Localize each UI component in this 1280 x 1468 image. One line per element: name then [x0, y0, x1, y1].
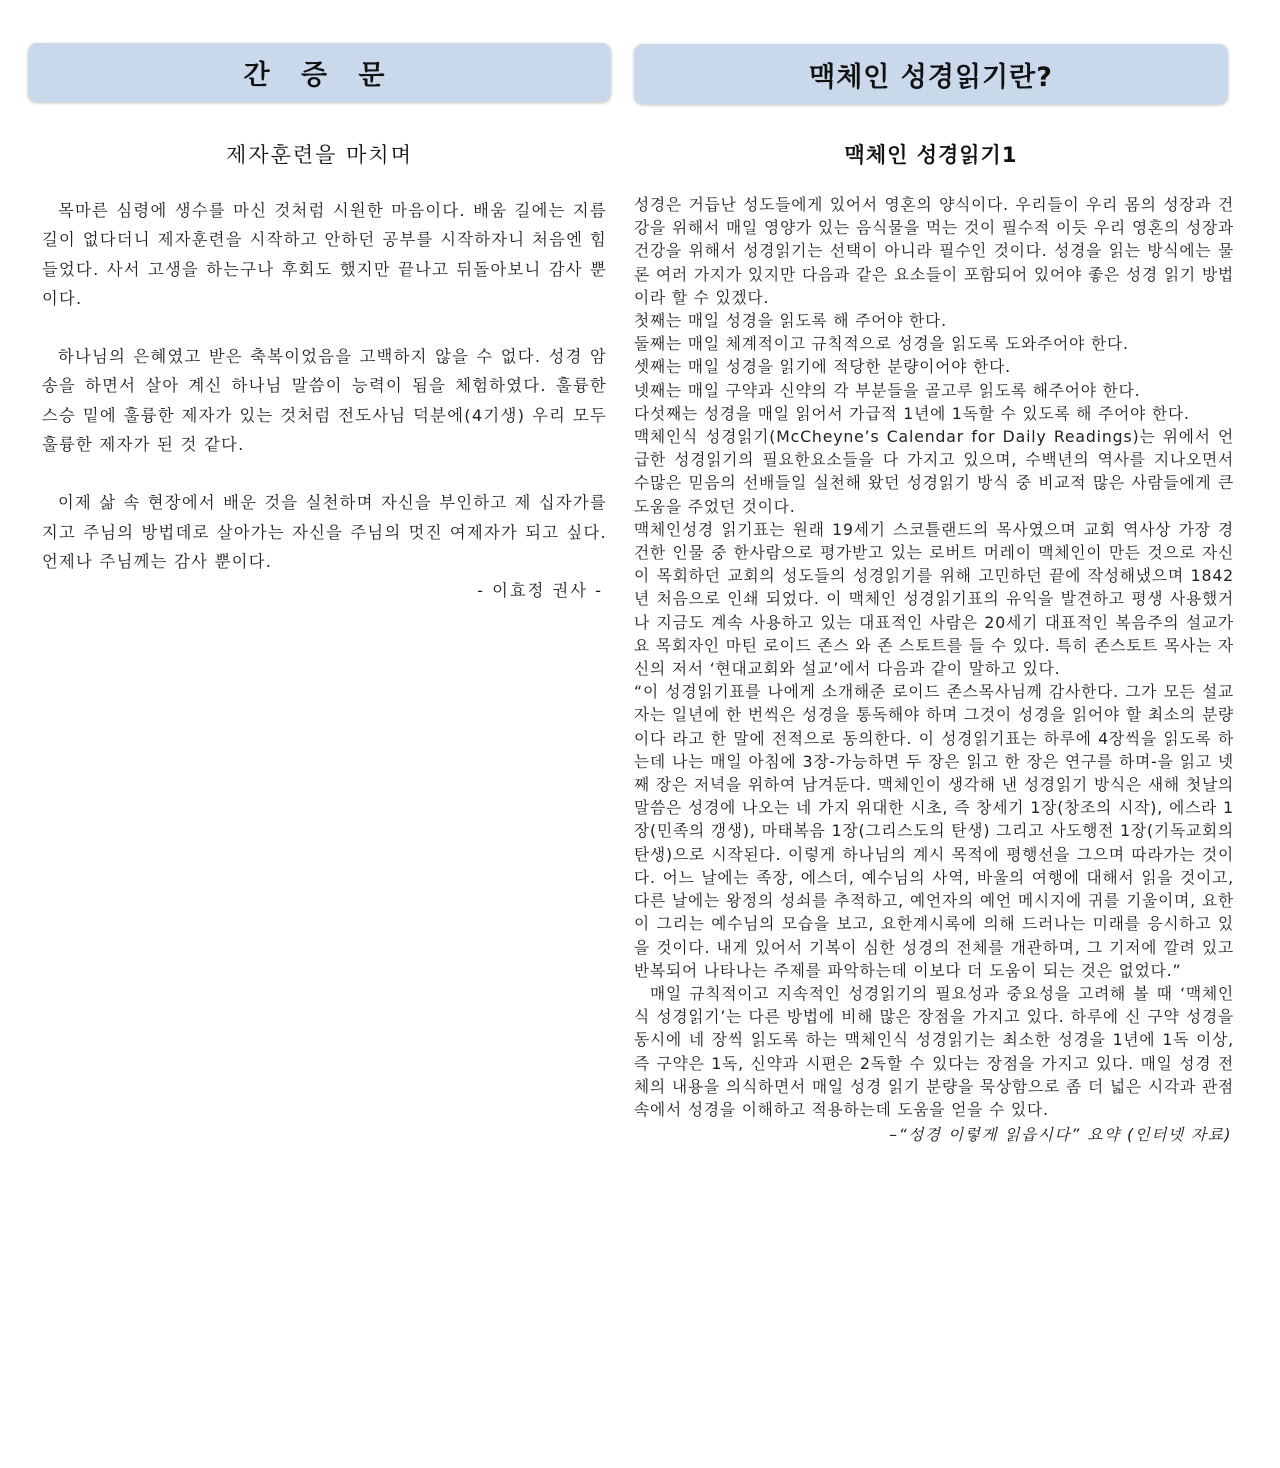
testimony-banner	[28, 43, 611, 102]
mccheyne-paragraph: 성경은 거듭난 성도들에게 있어서 영혼의 양식이다. 우리들이 우리 몸의 성장과 건강을 위해서 매일 영양가 있는 음식물을 먹는 것이 필수적 이듯 우리 영혼의 성장과 건강을 위해서 성경읽기는 선택이 아니라 필수인 것이다. 성경을 읽는 방식에는 물론 여러 가지가 있지만 다음과 같은 요소들이 포함되어 있어야 좋은 성경 읽기 방법이라 할 수 있겠다.	[634, 195, 1234, 307]
mccheyne-paragraph: 맥체인성경 읽기표는 원래 19세기 스코틀랜드의 목사였으며 교회 역사상 가장 경건한 인물 중 한사람으로 평가받고 있는 로버트 머레이 맥체인이 만든 것으로 자신이 목회하던 교회의 성도들의 성경읽기를 위해 고민하던 끝에 작성해냈으며 1842년 처음으로 인쇄 되었다. 이 맥체인 성경읽기표의 유익을 발견하고 평생 사용했거나 지금도 계속 사용하고 있는 대표적인 사람은 20세기 대표적인 복음주의 설교가요 목회자인 마틴 로이드 존스 와 존 스토트를 들 수 있다. 특히 존스토트 목사는 자신의 저서 ‘현대교회와 설교’에서 다음과 같이 말하고 있다.	[634, 519, 1234, 679]
mccheyne-quote: “이 성경읽기표를 나에게 소개해준 로이드 존스목사님께 감사한다. 그가 모든 설교자는 일년에 한 번씩은 성경을 통독해야 하며 그것이 성경을 읽어야 할 최소의 분량이다 라고 한 말에 전적으로 동의한다. 이 성경읽기표는 하루에 4장씩을 읽도록 하는데 나는 매일 아침에 3장-가능하면 두 장은 읽고 한 장은 연구를 하며-을 읽고 넷째 장은 저녁을 위하여 남겨둔다. 맥체인이 생각해 낸 성경읽기 방식은 새해 첫날의 말씀은 성경에 나오는 네 가지 위대한 시초, 즉 창세기 1장(창조의 시작), 에스라 1장(민족의 갱생), 마태복음 1장(그리스도의 탄생) 그리고 사도행전 1장(기독교회의 탄생)으로 시작된다. 이렇게 하나님의 계시 목적에 평행선을 그으며 따라가는 것이다. 어느 날에는 족장, 에스더, 예수님의 사역, 바울의 여행에 대해서 읽을 것이고, 다른 날에는 왕정의 성쇠를 추적하고, 예언자의 예언 메시지에 귀를 기울이며, 요한이 그리는 예수님의 모습을 보고, 요한계시록에 의해 드러나는 미래를 응시하고 있을 것이다. 내게 있어서 기복이 심한 성경의 전체를 개관하며, 그 기저에 깔려 있고 반복되어 나타나는 주제를 파악하는데 이보다 더 도움이 되는 것은 없었다.”	[634, 682, 1234, 980]
testimony-body	[42, 196, 607, 606]
mccheyne-subtitle: 맥체인 성경읽기1	[844, 143, 1018, 167]
testimony-signature: - 이효정 권사 -	[477, 581, 603, 601]
mccheyne-list-item: 둘째는 매일 체계적이고 규칙적으로 성경을 읽도록 도와주어야 한다.	[634, 334, 1129, 354]
mccheyne-paragraph: 맥체인식 성경읽기(McCheyne’s Calendar for Daily Readings)는 위에서 언급한 성경읽기의 필요한요소들을 다 가지고 있으며, 수백년의 역사를 지나오면서 수많은 믿음의 선배들일 실천해 왔던 성경읽기 방식 중 비교적 많은 사람들에게 큰 도움을 주었던 것이다.	[634, 427, 1234, 516]
testimony-paragraph: 목마른 심령에 생수를 마신 것처럼 시원한 마음이다. 배움 길에는 지름길이 없다더니 제자훈련을 시작하고 안하던 공부를 시작하자니 처음엔 힘들었다. 사서 고생을 하는구나 후회도 했지만 끝나고 뒤돌아보니 감사 뿐이다.	[42, 201, 607, 308]
mccheyne-banner-title: 맥체인 성경읽기란?	[809, 61, 1053, 93]
testimony-paragraph: 이제 삶 속 현장에서 배운 것을 실천하며 자신을 부인하고 제 십자가를 지고 주님의 방법데로 살아가는 자신을 주님의 멋진 여제자가 되고 싶다. 언제나 주님께는 감사 뿐이다.	[42, 493, 607, 571]
mccheyne-paragraph: 매일 규칙적이고 지속적인 성경읽기의 필요성과 중요성을 고려해 볼 때 ‘맥체인식 성경읽기’는 다른 방법에 비해 많은 장점을 가지고 있다. 하루에 신 구약 성경을 동시에 네 장씩 읽도록 하는 맥체인식 성경읽기는 최소한 성경을 1년에 1독 이상, 즉 구약은 1독, 신약과 시편은 2독할 수 있다는 장점을 가지고 있다. 매일 성경 전체의 내용을 의식하면서 매일 성경 읽기 분량을 묵상함으로 좀 더 넓은 시각과 관점 속에서 성경을 이해하고 적용하는데 도움을 얻을 수 있다.	[634, 983, 1234, 1119]
mccheyne-banner	[634, 44, 1228, 104]
mccheyne-body	[634, 193, 1234, 1146]
testimony-banner-title: 간 증 문	[243, 60, 396, 91]
mccheyne-list-item: 넷째는 매일 구약과 신약의 각 부분들을 골고루 읽도록 해주어야 한다.	[634, 380, 1141, 400]
testimony-subtitle: 제자훈련을 마치며	[226, 143, 413, 167]
mccheyne-source: –“성경 이렇게 읽읍시다” 요약 (인터넷 자료)	[889, 1125, 1232, 1145]
mccheyne-list-item: 다섯째는 성경을 매일 읽어서 가급적 1년에 1독할 수 있도록 해 주어야 한다.	[634, 403, 1190, 423]
mccheyne-list-item: 셋째는 매일 성경을 읽기에 적당한 분량이어야 한다.	[634, 357, 1011, 377]
testimony-paragraph: 하나님의 은혜였고 받은 축복이었음을 고백하지 않을 수 없다. 성경 암송을 하면서 살아 계신 하나님 말씀이 능력이 됨을 체험하였다. 훌륭한 스승 밑에 훌륭한 제자가 있는 것처럼 전도사님 덕분에(4기생) 우리 모두 훌륭한 제자가 된 것 같다.	[42, 347, 607, 455]
mccheyne-list-item: 첫째는 매일 성경을 읽도록 해 주어야 한다.	[634, 311, 947, 331]
